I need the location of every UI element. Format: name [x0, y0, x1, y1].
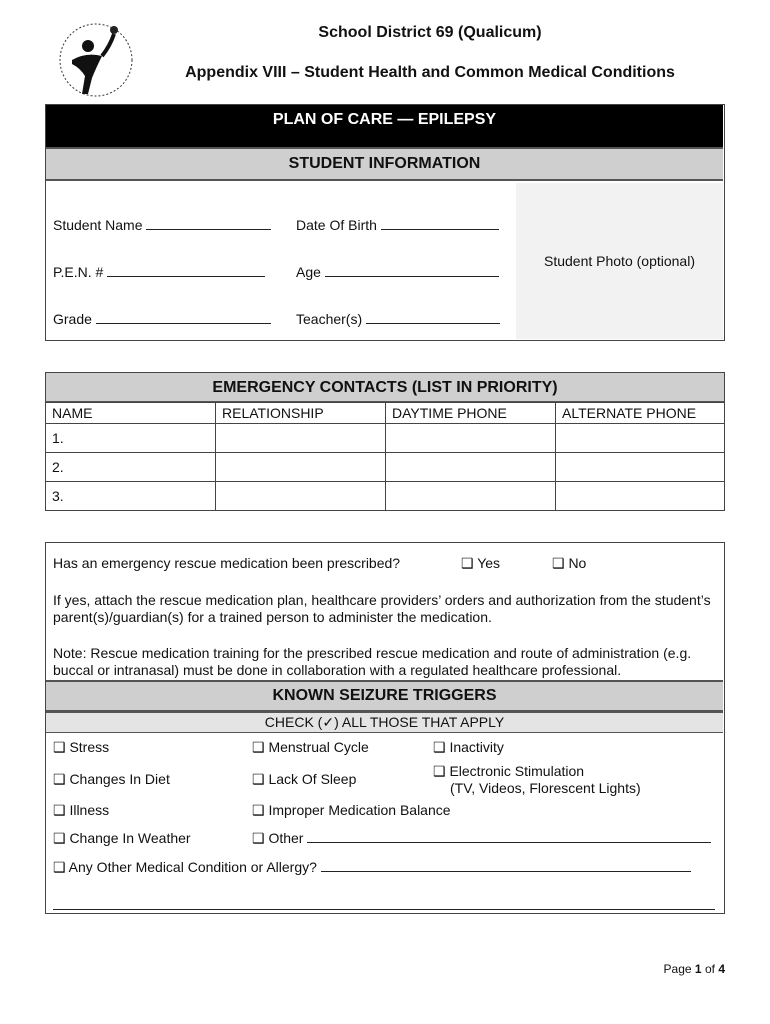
page-number [664, 962, 725, 976]
trigger-other[interactable] [252, 830, 711, 847]
student-photo-box[interactable] [516, 183, 723, 339]
pen-field[interactable] [53, 264, 265, 280]
rescue-training-note: Note: Rescue medication training for the prescribed rescue medication and route of administration (e.g. buccal or intranasal) must be done in collaboration with a regulated healthcare professional. [53, 645, 692, 678]
seizure-triggers-title: KNOWN SEIZURE TRIGGERS [46, 680, 723, 712]
student-name-field[interactable] [53, 217, 271, 233]
other-condition-label: ❑ Any Other Medical Condition or Allergy? [53, 859, 317, 875]
table-cell[interactable] [386, 482, 556, 511]
rescue-instructions: If yes, attach the rescue medication plan, healthcare providers’ orders and authorization from the student’s parent(s)/guardian(s) for a trained person to administer the medication. [53, 592, 711, 625]
rescue-yes-checkbox[interactable]: ❑ Yes [461, 555, 501, 571]
age-field[interactable] [296, 264, 499, 280]
trigger-improper-medication[interactable]: ❑ Improper Medication Balance [252, 802, 451, 818]
electronic-stimulation-label: ❑ Electronic Stimulation [433, 763, 585, 779]
table-cell[interactable] [386, 453, 556, 482]
table-cell[interactable] [556, 482, 725, 511]
trigger-electronic-stimulation[interactable] [433, 763, 641, 797]
district-logo [52, 16, 140, 104]
col-name: NAME [46, 403, 216, 424]
table-cell[interactable] [386, 424, 556, 453]
emergency-contacts-title: EMERGENCY CONTACTS (LIST IN PRIORITY) [45, 372, 725, 403]
extra-answer-line[interactable] [53, 909, 715, 910]
student-info-title: STUDENT INFORMATION [46, 147, 723, 181]
rescue-no-checkbox[interactable]: ❑ No [552, 555, 587, 571]
table-row [46, 453, 725, 482]
of-label: of [704, 962, 715, 976]
grade-field[interactable] [53, 311, 271, 327]
trigger-stress[interactable]: ❑ Stress [53, 739, 110, 755]
col-alternate-phone: ALTERNATE PHONE [556, 403, 725, 424]
trigger-menstrual-cycle[interactable]: ❑ Menstrual Cycle [252, 739, 369, 755]
table-cell[interactable] [216, 424, 386, 453]
electronic-stimulation-detail: (TV, Videos, Florescent Lights) [450, 780, 641, 796]
teacher-field[interactable] [296, 311, 500, 327]
current-page: 1 [694, 962, 702, 976]
row-number[interactable]: 1. [46, 424, 216, 453]
student-info-section [45, 104, 725, 341]
table-row [46, 482, 725, 511]
row-number[interactable]: 2. [46, 453, 216, 482]
student-photo-label: Student Photo (optional) [544, 253, 695, 269]
table-cell[interactable] [556, 453, 725, 482]
other-condition-allergy-field[interactable] [53, 859, 691, 876]
check-all-subtitle: CHECK (✓) ALL THOSE THAT APPLY [46, 711, 723, 733]
rescue-and-triggers-section [45, 542, 725, 914]
total-pages: 4 [718, 962, 725, 976]
teacher-label: Teacher(s) [296, 311, 363, 327]
dob-label: Date Of Birth [296, 217, 377, 233]
grade-label: Grade [53, 311, 92, 327]
trigger-illness[interactable]: ❑ Illness [53, 802, 110, 818]
rescue-question: Has an emergency rescue medication been prescribed? [53, 555, 401, 571]
age-label: Age [296, 264, 321, 280]
col-daytime-phone: DAYTIME PHONE [386, 403, 556, 424]
trigger-lack-of-sleep[interactable]: ❑ Lack Of Sleep [252, 771, 357, 787]
trigger-other-label: ❑ Other [252, 830, 304, 846]
emergency-contacts-table [45, 402, 725, 511]
col-relationship: RELATIONSHIP [216, 403, 386, 424]
emergency-header-row [46, 403, 725, 424]
district-name: School District 69 (Qualicum) [318, 24, 542, 41]
trigger-change-in-weather[interactable]: ❑ Change In Weather [53, 830, 191, 846]
pen-label: P.E.N. # [53, 264, 104, 280]
dob-field[interactable] [296, 217, 499, 233]
table-row [46, 424, 725, 453]
table-cell[interactable] [216, 482, 386, 511]
appendix-title: Appendix VIII – Student Health and Common Medical Conditions [185, 64, 675, 81]
trigger-inactivity[interactable]: ❑ Inactivity [433, 739, 504, 755]
page-label: Page [663, 962, 692, 976]
plan-title: PLAN OF CARE — EPILEPSY [46, 105, 723, 147]
student-name-label: Student Name [53, 217, 143, 233]
trigger-changes-in-diet[interactable]: ❑ Changes In Diet [53, 771, 170, 787]
row-number[interactable]: 3. [46, 482, 216, 511]
table-cell[interactable] [556, 424, 725, 453]
table-cell[interactable] [216, 453, 386, 482]
